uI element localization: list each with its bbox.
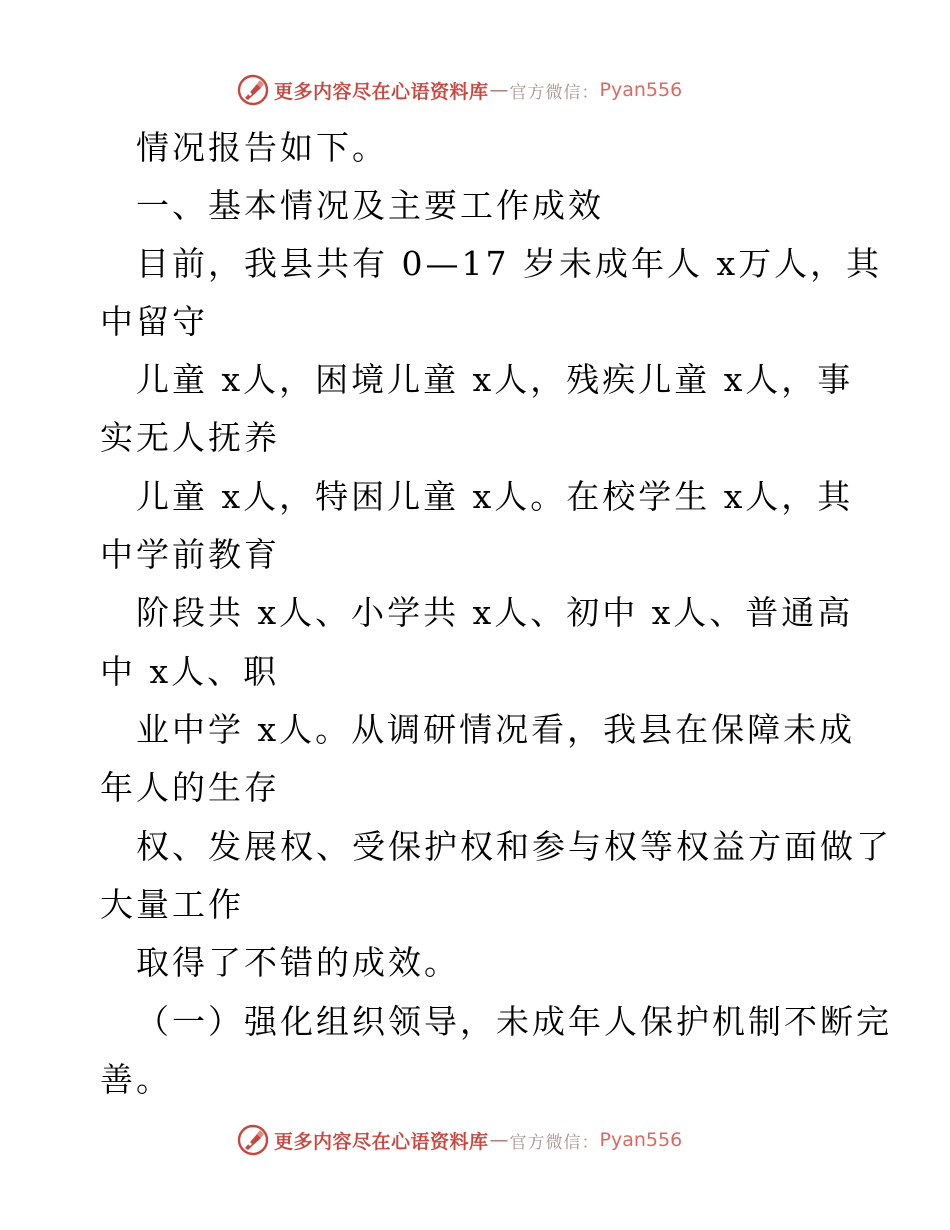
body-line: 儿童 x人，困境儿童 x人，残疾儿童 x人，事: [136, 360, 854, 399]
section-heading: 一、基本情况及主要工作成效: [136, 186, 604, 225]
watermark-separator: —: [489, 79, 509, 101]
watermark-wechat-label: 官方微信：: [509, 82, 600, 103]
header-watermark: [236, 72, 682, 108]
body-line: 中留守: [100, 302, 208, 341]
watermark-wechat-id: Pyan556: [599, 1129, 683, 1151]
footer-watermark: [236, 1122, 682, 1158]
watermark-wechat-label: 官方微信：: [509, 1132, 600, 1153]
body-line: 目前，我县共有 0—17 岁未成年人 x万人，其: [136, 244, 883, 283]
body-line: 权、发展权、受保护权和参与权等权益方面做了: [136, 827, 892, 866]
body-line: 业中学 x人。从调研情况看，我县在保障未成: [136, 710, 856, 749]
watermark-wechat-id: Pyan556: [599, 79, 683, 101]
subsection-heading: （一）强化组织领导，未成年人保护机制不断完: [136, 1002, 892, 1041]
body-line: 中学前教育: [100, 535, 280, 574]
body-line: 实无人抚养: [100, 418, 280, 457]
watermark-brand-text: 更多内容尽在心语资料库: [274, 80, 489, 103]
body-line: 阶段共 x人、小学共 x人、初中 x人、普通高: [136, 593, 854, 632]
watermark-separator: —: [489, 1129, 509, 1151]
pen-nib-logo-icon: [236, 1123, 270, 1157]
watermark-brand-text: 更多内容尽在心语资料库: [274, 1130, 489, 1153]
pen-nib-logo-icon: [236, 73, 270, 107]
body-line: 情况报告如下。: [136, 128, 388, 167]
body-line: 取得了不错的成效。: [136, 943, 460, 982]
body-line: 儿童 x人，特困儿童 x人。在校学生 x人，其: [136, 477, 854, 516]
body-line: 大量工作: [100, 885, 244, 924]
body-line: 年人的生存: [100, 768, 280, 807]
body-line: 善。: [100, 1060, 172, 1099]
body-line: 中 x人、职: [100, 652, 280, 691]
